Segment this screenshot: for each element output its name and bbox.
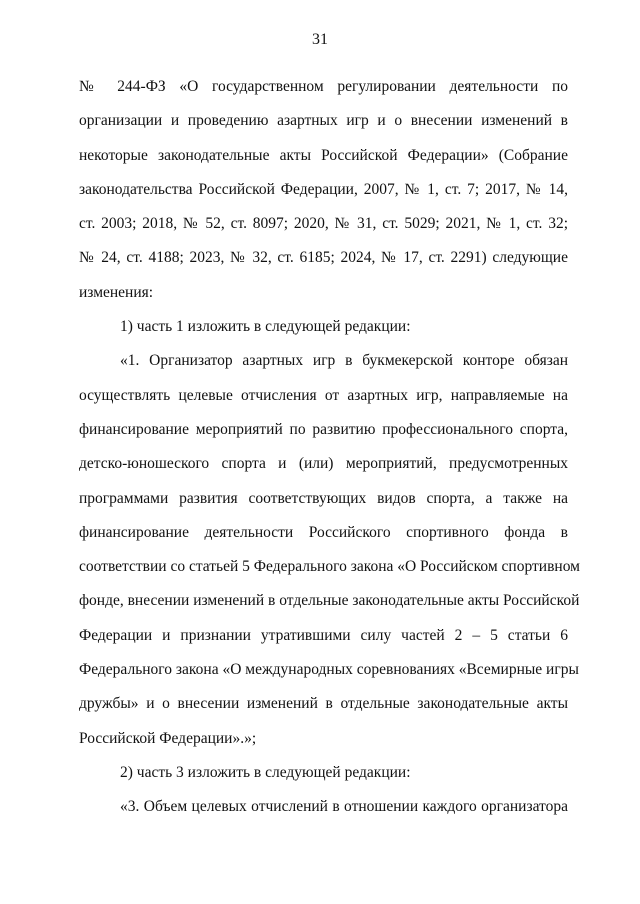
text-line: фонде, внесении изменений в отдельные законодательные акты Российской bbox=[79, 592, 580, 610]
text-line: некоторые законодательные акты Российской Федерации» (Собрание bbox=[79, 146, 568, 164]
text-line: № 244-ФЗ «О государственном регулировании деятельности по bbox=[79, 78, 568, 95]
paragraph-item-2 bbox=[79, 756, 568, 790]
paragraph-part-1-text bbox=[79, 344, 580, 756]
text-line: детско-юношеского спорта и (или) мероприятий, предусмотренных bbox=[79, 455, 568, 473]
text-line: «1. Организатор азартных игр в букмекерской конторе обязан bbox=[120, 352, 568, 370]
text-line: соответствии со статьей 5 Федерального закона «О Российском спортивном bbox=[79, 558, 580, 576]
text-line: ст. 2003; 2018, № 52, ст. 8097; 2020, № 31, ст. 5029; 2021, № 1, ст. 32; bbox=[79, 215, 568, 233]
text-line: Федерации и признании утратившими силу частей 2 – 5 статьи 6 bbox=[79, 626, 568, 644]
text-line: дружбы» и о внесении изменений в отдельные законодательные акты bbox=[79, 695, 568, 713]
paragraph-item-1 bbox=[79, 310, 568, 344]
text-line: программами развития соответствующих видов спорта, а также на bbox=[79, 489, 568, 507]
text-line: Федерального закона «О международных соревнованиях «Всемирные игры bbox=[79, 661, 579, 679]
text-line: финансирование деятельности Российского спортивного фонда в bbox=[79, 523, 568, 541]
page-number: 31 bbox=[312, 31, 328, 48]
text-line: законодательства Российской Федерации, 2007, № 1, ст. 7; 2017, № 14, bbox=[79, 180, 568, 198]
text-line: организации и проведению азартных игр и о внесении изменений в bbox=[79, 112, 568, 130]
text-line: финансирование мероприятий по развитию профессионального спорта, bbox=[79, 420, 568, 438]
text-line: Российской Федерации».»; bbox=[79, 729, 257, 747]
text-line: 1) часть 1 изложить в следующей редакции: bbox=[120, 318, 411, 336]
text-line: № 24, ст. 4188; 2023, № 32, ст. 6185; 2024, № 17, ст. 2291) следующие bbox=[79, 249, 568, 267]
text-line: осуществлять целевые отчисления от азартных игр, направляемые на bbox=[79, 386, 568, 404]
document-body bbox=[79, 70, 580, 825]
text-line: «3. Объем целевых отчислений в отношении каждого организатора bbox=[120, 798, 568, 816]
paragraph-intro bbox=[79, 70, 568, 310]
text-line: 2) часть 3 изложить в следующей редакции: bbox=[120, 763, 411, 781]
paragraph-part-3-text bbox=[79, 790, 568, 824]
text-line: изменения: bbox=[79, 283, 154, 301]
